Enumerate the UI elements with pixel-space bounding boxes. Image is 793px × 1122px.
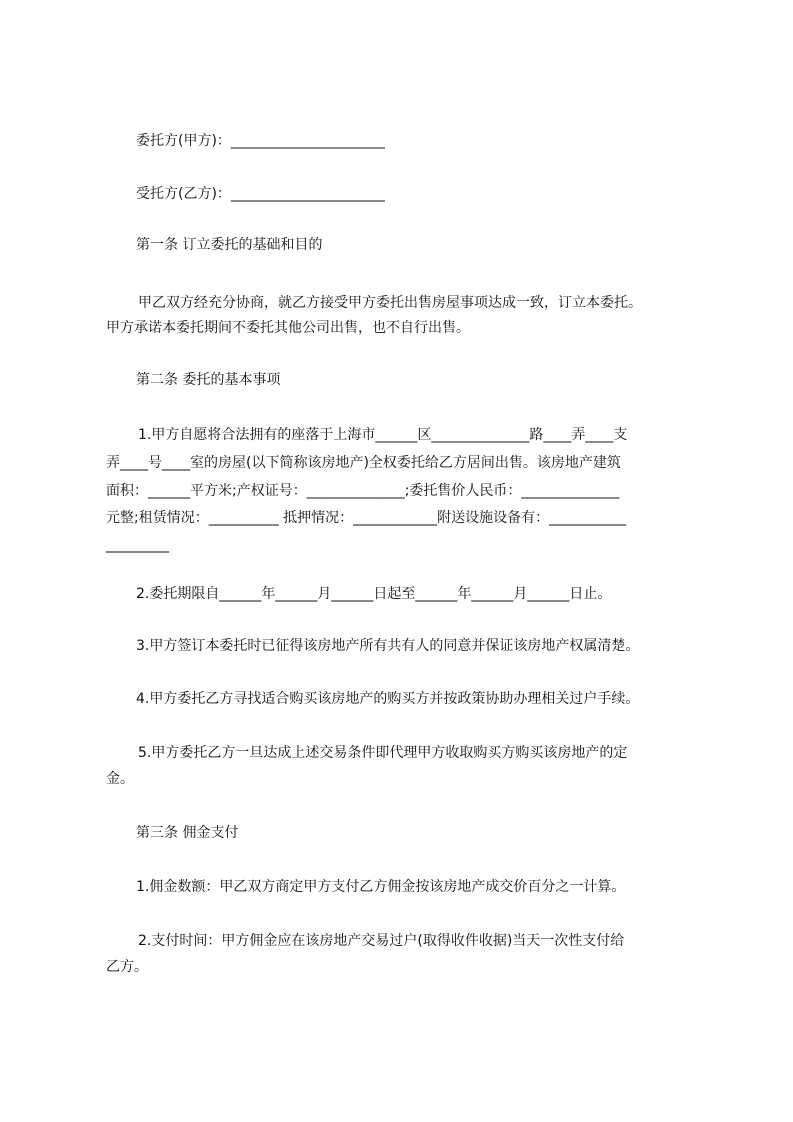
section2-item2: 2.委托期限自______年______月______日起至______年______月______日止。 xyxy=(136,586,612,602)
section2-item1-line5: _________ xyxy=(106,537,169,553)
section2-heading: 第二条 委托的基本事项 xyxy=(136,372,281,388)
section2-item3: 3.甲方签订本委托时已征得该房地产所有共有人的同意并保证该房地产权属清楚。 xyxy=(136,638,640,654)
section3-item2-line1: 2.支付时间：甲方佣金应在该房地产交易过户(取得收件收据)当天一次性支付给 xyxy=(138,933,625,949)
party-a-field: 委托方(甲方)：______________________ xyxy=(136,133,385,149)
section3-item1: 1.佣金数额：甲乙双方商定甲方支付乙方佣金按该房地产成交价百分之一计算。 xyxy=(136,879,626,895)
section1-paragraph-line1: 甲乙双方经充分协商，就乙方接受甲方委托出售房屋事项达成一致，订立本委托。 xyxy=(138,295,642,311)
party-b-field: 受托方(乙方)：______________________ xyxy=(136,186,385,202)
section3-heading: 第三条 佣金支付 xyxy=(136,825,239,841)
section1-heading: 第一条 订立委托的基础和目的 xyxy=(136,237,323,253)
section2-item1-line3: 面积：______平方米;产权证号：______________;委托售价人民币：______________ xyxy=(106,483,620,499)
section2-item5-line1: 5.甲方委托乙方一旦达成上述交易条件即代理甲方收取购买方购买该房地产的定 xyxy=(138,745,628,761)
section2-item5-line2: 金。 xyxy=(106,771,134,787)
section2-item4: 4.甲方委托乙方寻找适合购买该房地产的购买方并按政策协助办理相关过户手续。 xyxy=(136,691,640,707)
section2-item1-line1: 1.甲方自愿将合法拥有的座落于上海市______区______________路____弄____支 xyxy=(138,427,628,443)
section2-item1-line4: 元整;租赁情况：__________ 抵押情况：____________附送设施设备有：___________ xyxy=(106,510,627,526)
section3-item2-line2: 乙方。 xyxy=(106,959,148,975)
section2-item1-line2: 弄____号____室的房屋(以下简称该房地产)全权委托给乙方居间出售。该房地产建筑 xyxy=(106,455,621,471)
section1-paragraph-line2: 甲方承诺本委托期间不委托其他公司出售，也不自行出售。 xyxy=(106,320,470,336)
